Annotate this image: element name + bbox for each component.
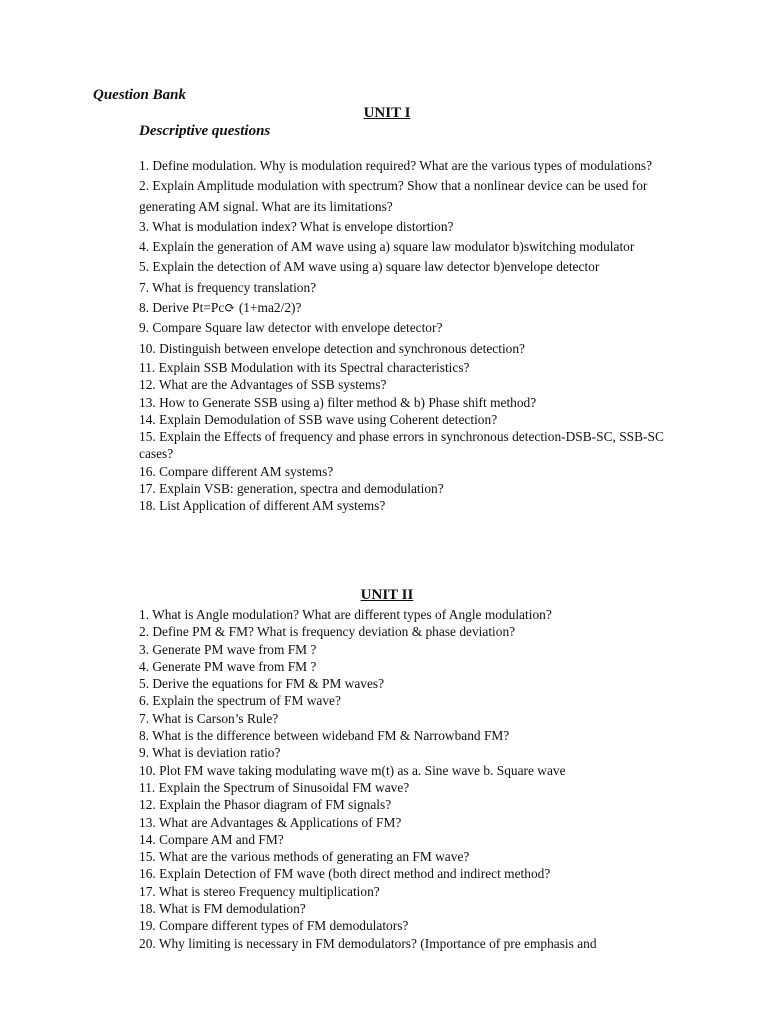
list-item: 16. Explain Detection of FM wave (both direct method and indirect method? (139, 866, 551, 882)
list-item: 18. List Application of different AM systems? (139, 498, 386, 514)
list-item: 15. Explain the Effects of frequency and phase errors in synchronous detection-DSB-SC, SSB-SC cases? (139, 429, 664, 462)
list-item: 11. Explain SSB Modulation with its Spectral characteristics? (139, 359, 470, 375)
list-item: 17. Explain VSB: generation, spectra and demodulation? (139, 481, 444, 497)
list-item: 9. Compare Square law detector with envelope detector? (139, 320, 443, 336)
list-item: 12. What are the Advantages of SSB systems? (139, 377, 387, 393)
list-item: 1. What is Angle modulation? What are different types of Angle modulation? (139, 607, 552, 622)
document-title: Question Bank (93, 87, 186, 103)
list-item: 10. Distinguish between envelope detection and synchronous detection? (139, 340, 525, 356)
list-item: 17. What is stereo Frequency multiplication? (139, 883, 380, 899)
list-item: 14. Compare AM and FM? (139, 831, 284, 847)
list-item: 5. Explain the detection of AM wave using a) square law detector b)envelope detector (139, 259, 600, 275)
list-item: 9. What is deviation ratio? (139, 745, 281, 761)
list-item: 13. What are Advantages & Applications of FM? (139, 814, 402, 830)
list-item: 15. What are the various methods of generating an FM wave? (139, 849, 470, 865)
list-item: 2. Define PM & FM? What is frequency deviation & phase deviation? (139, 624, 516, 640)
list-item: 12. Explain the Phasor diagram of FM signals? (139, 797, 392, 813)
list-item: 6. Explain the spectrum of FM wave? (139, 693, 341, 709)
list-item: 7. What is Carson’s Rule? (139, 710, 279, 726)
list-item: 4. Generate PM wave from FM ? (139, 658, 317, 674)
list-item: 5. Derive the equations for FM & PM waves? (139, 676, 385, 692)
list-item: 3. What is modulation index? What is envelope distortion? (139, 218, 454, 234)
list-item: 1. Define modulation. Why is modulation required? What are the various types of modulations? (139, 158, 653, 173)
list-item: 4. Explain the generation of AM wave using a) square law modulator b)switching modulator (139, 239, 635, 255)
unit1-question-list (139, 156, 679, 515)
list-item: 20. Why limiting is necessary in FM demodulators? (Importance of pre emphasis and (139, 935, 597, 951)
list-item: 2. Explain Amplitude modulation with spectrum? Show that a nonlinear device can be used for generating AM signal. What are its limitations? (139, 178, 648, 214)
unit1-heading: UNIT I (363, 105, 411, 121)
unit1-subheading: Descriptive questions (139, 123, 271, 139)
list-item: 10. Plot FM wave taking modulating wave m(t) as a. Sine wave b. Square wave (139, 762, 566, 778)
list-item: 7. What is frequency translation? (139, 279, 317, 295)
list-item: 8. Derive Pt=Pc⟳ (1+ma2/2)? (139, 300, 302, 316)
list-item: 11. Explain the Spectrum of Sinusoidal FM wave? (139, 779, 410, 795)
list-item: 3. Generate PM wave from FM ? (139, 641, 317, 657)
list-item: 18. What is FM demodulation? (139, 901, 306, 917)
list-item: 14. Explain Demodulation of SSB wave using Coherent detection? (139, 411, 498, 427)
list-item: 13. How to Generate SSB using a) filter method & b) Phase shift method? (139, 394, 537, 410)
list-item: 16. Compare different AM systems? (139, 463, 334, 479)
list-item: 19. Compare different types of FM demodulators? (139, 918, 409, 934)
unit2-heading: UNIT II (360, 587, 414, 603)
list-item: 8. What is the difference between wideband FM & Narrowband FM? (139, 728, 510, 744)
unit2-question-list (139, 606, 679, 952)
